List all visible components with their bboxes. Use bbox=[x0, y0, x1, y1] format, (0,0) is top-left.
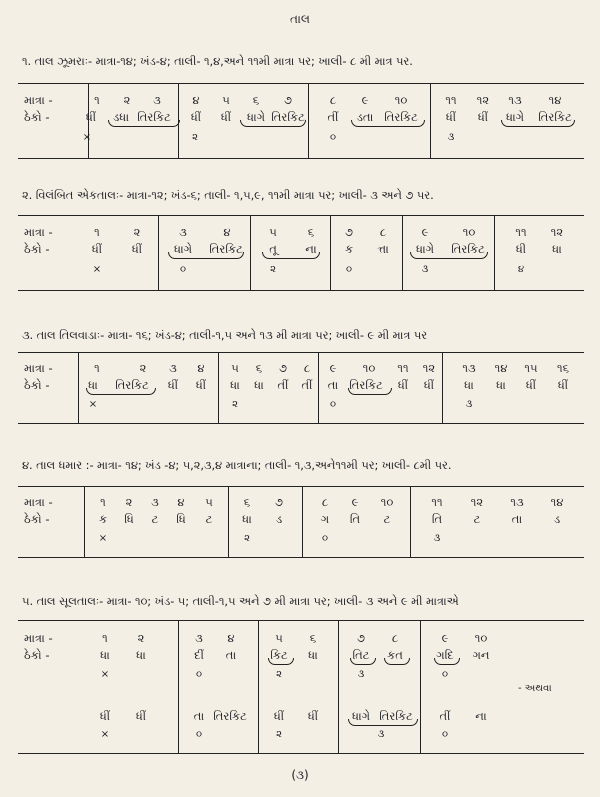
matra-cell: ૪ bbox=[197, 361, 205, 375]
theko-cell: ટ bbox=[473, 512, 481, 526]
theko-cell: ધિ bbox=[176, 512, 186, 526]
matra-cell: ૩ bbox=[179, 225, 187, 239]
theko-cell: ત્તા bbox=[377, 242, 389, 256]
matra-cell: ૬ bbox=[307, 225, 315, 239]
matra-cell: ૧૪ bbox=[494, 361, 508, 375]
theko-cell: દીં bbox=[194, 648, 204, 662]
theko-cell: ધા bbox=[308, 648, 318, 662]
matra-cell: ૯ bbox=[329, 361, 337, 375]
theko-cell: ગ bbox=[320, 512, 330, 526]
matra-cell: ૬ bbox=[255, 361, 263, 375]
theko-cell: ના bbox=[305, 242, 317, 256]
tali-mark: ૩ bbox=[377, 729, 385, 740]
matra-cell: ૧૧ bbox=[445, 93, 457, 107]
slur-curve bbox=[348, 388, 392, 395]
theko-cell: તિરકિટ bbox=[451, 242, 485, 256]
theko-cell: તિરકિટ bbox=[384, 110, 418, 124]
theko-cell: ધા bbox=[100, 648, 110, 662]
matra-cell: ૧ bbox=[94, 225, 100, 239]
tali-mark: ૪ bbox=[517, 264, 525, 275]
matra-cell: ૪ bbox=[227, 631, 235, 645]
theko-cell: ધીં bbox=[477, 110, 489, 124]
matra-cell: ૭ bbox=[357, 631, 365, 645]
theko-cell: કિટ bbox=[270, 648, 288, 662]
matra-cell: ૧૧ bbox=[431, 495, 443, 509]
theko-label: ઠેકો - bbox=[24, 378, 50, 392]
theko-cell: ધા bbox=[496, 378, 506, 392]
tali-mark: ૩ bbox=[433, 533, 441, 544]
theko-cell: ધીં bbox=[445, 110, 457, 124]
theko-cell: ટ bbox=[205, 512, 213, 526]
matra-cell: ૬ bbox=[243, 495, 251, 509]
theko-cell: ક bbox=[344, 242, 354, 256]
slur-curve bbox=[348, 719, 418, 726]
tali-mark: ૩ bbox=[421, 264, 429, 275]
matra-cell: ૪ bbox=[192, 93, 200, 107]
tali-mark: × bbox=[100, 669, 110, 680]
theko-cell: ધાગે bbox=[505, 110, 525, 124]
matra-cell: ૫ bbox=[205, 495, 213, 509]
slur-curve bbox=[384, 658, 410, 665]
matra-label: માત્રા - bbox=[24, 631, 53, 645]
matra-cell: ૪ bbox=[223, 225, 231, 239]
matra-cell: ૧૧ bbox=[397, 361, 409, 375]
matra-cell: ૧૦ bbox=[394, 93, 408, 107]
section-3-table bbox=[18, 352, 584, 424]
theko-cell: ટ bbox=[151, 512, 159, 526]
theko-cell: ધીં bbox=[397, 378, 409, 392]
theko-cell: તિરકિટ bbox=[137, 110, 171, 124]
alt-theko-cell: ના bbox=[475, 709, 487, 723]
alt-theko-cell: ધીં bbox=[307, 709, 319, 723]
theko-cell: ધા bbox=[88, 378, 98, 392]
matra-cell: ૧ bbox=[100, 495, 106, 509]
matra-cell: ૧ bbox=[94, 361, 100, 375]
alt-theko-cell: તિરકિટ bbox=[379, 709, 413, 723]
tali-mark: × bbox=[92, 264, 102, 275]
theko-cell: તિરકિટ bbox=[209, 242, 243, 256]
slur-curve bbox=[268, 658, 294, 665]
matra-cell: ૧૨ bbox=[476, 93, 490, 107]
theko-cell: ધીં bbox=[91, 242, 103, 256]
matra-cell: ૫ bbox=[275, 631, 283, 645]
matra-cell: ૩ bbox=[169, 361, 177, 375]
theko-cell: ગન bbox=[472, 648, 490, 662]
matra-cell: ૪ bbox=[177, 495, 185, 509]
theko-cell: તા bbox=[511, 512, 523, 526]
tali-mark: × bbox=[82, 132, 92, 143]
section-4-table bbox=[18, 486, 584, 558]
khali-mark: ૦ bbox=[345, 264, 353, 275]
section-2-table bbox=[18, 215, 584, 291]
tali-mark: × bbox=[100, 729, 110, 740]
page-title: તાલ bbox=[290, 12, 310, 26]
theko-cell: ધીં bbox=[557, 378, 569, 392]
theko-cell: ધીં bbox=[190, 110, 202, 124]
theko-label: ઠેકો - bbox=[24, 512, 50, 526]
alt-theko-cell: તીં bbox=[439, 709, 451, 723]
matra-cell: ૫ bbox=[269, 225, 277, 239]
theko-cell: ધીં bbox=[525, 378, 537, 392]
matra-cell: ૩ bbox=[151, 495, 159, 509]
theko-cell: ધાગે bbox=[415, 242, 435, 256]
matra-cell: ૧૨ bbox=[550, 225, 564, 239]
tali-mark: ૩ bbox=[447, 132, 455, 143]
matra-cell: ૧૦ bbox=[474, 631, 488, 645]
matra-cell: ૧૩ bbox=[508, 93, 522, 107]
theko-cell: ડ bbox=[553, 512, 561, 526]
khali-mark: ૦ bbox=[441, 669, 449, 680]
tali-mark: × bbox=[98, 533, 108, 544]
matra-cell: ૮ bbox=[379, 225, 387, 239]
khali-mark: ૦ bbox=[329, 399, 337, 410]
matra-cell: ૧ bbox=[102, 631, 108, 645]
theko-cell: ધીં bbox=[131, 242, 143, 256]
matra-cell: ૧૬ bbox=[556, 361, 570, 375]
theko-cell: ધા bbox=[230, 378, 240, 392]
theko-cell: તીં bbox=[277, 378, 289, 392]
matra-cell: ૨ bbox=[137, 631, 145, 645]
matra-cell: ૭ bbox=[275, 495, 283, 509]
section-2-heading: ૨. વિલંબિત એકતાલઃ- માત્રા-૧૨; ખંડ-૬; તાલી- ૧,૫,૯, ૧૧મી માત્રા પર; ખાલી- ૩ અને ૭ પર. bbox=[22, 188, 434, 202]
theko-cell: તિ bbox=[431, 512, 443, 526]
matra-cell: ૮ bbox=[391, 631, 399, 645]
theko-cell: ધા bbox=[136, 648, 146, 662]
theko-cell: તિરકિટ bbox=[538, 110, 572, 124]
alt-theko-cell: તા bbox=[193, 709, 205, 723]
theko-cell: ધા bbox=[242, 512, 252, 526]
section-3-heading: ૩. તાલ તિલવાડાઃ- માત્રા- ૧૬; ખંડ-૪; તાલી-૧,૫ અને ૧૩ મી માત્રા પર; ખાલી- ૯ મી માત્ર પર bbox=[22, 328, 428, 342]
section-5-table bbox=[18, 620, 584, 754]
slur-curve bbox=[350, 658, 376, 665]
page-number: (૩) bbox=[291, 768, 309, 782]
theko-cell: કત bbox=[387, 648, 403, 662]
matra-cell: ૩ bbox=[195, 631, 203, 645]
khali-mark: ૦ bbox=[195, 729, 203, 740]
khali-mark: ૦ bbox=[321, 533, 329, 544]
slur-curve bbox=[168, 252, 244, 259]
khali-mark: ૦ bbox=[441, 729, 449, 740]
slur-curve bbox=[240, 120, 306, 127]
theko-cell: તા bbox=[225, 648, 237, 662]
matra-cell: ૧૧ bbox=[515, 225, 527, 239]
matra-cell: ૭ bbox=[284, 93, 292, 107]
theko-cell: તીં bbox=[301, 378, 313, 392]
slur-curve bbox=[262, 252, 320, 259]
theko-cell: ધિ bbox=[124, 512, 134, 526]
tali-mark: ૨ bbox=[232, 399, 238, 410]
tali-mark: ૩ bbox=[357, 669, 365, 680]
matra-cell: ૧૩ bbox=[510, 495, 524, 509]
section-4-heading: ૪. તાલ ધમાર :- માત્રા- ૧૪; ખંડ -૪; ૫,૨,૩,૪ માત્રાના; તાલી- ૧,૩,અને૧૧મી પર; ખાલી- ૮મી પર. bbox=[22, 458, 452, 472]
theko-cell: ધા bbox=[254, 378, 264, 392]
matra-cell: ૨ bbox=[125, 495, 133, 509]
matra-cell: ૯ bbox=[441, 631, 449, 645]
theko-cell: તિ bbox=[349, 512, 361, 526]
matra-cell: ૧૦ bbox=[462, 225, 476, 239]
section-5-heading: ૫. તાલ સૂલતાલઃ- માત્રા- ૧૦; ખંડ- ૫; તાલી-૧,૫ અને ૭ મી માત્રા પર; ખાલી- ૩ અને ૯ મી માત્રાએ bbox=[22, 594, 459, 608]
matra-cell: ૮ bbox=[303, 361, 311, 375]
khali-mark: ૦ bbox=[195, 669, 203, 680]
slur-curve bbox=[501, 120, 575, 127]
khali-mark: ૦ bbox=[179, 264, 187, 275]
tali-mark: ૨ bbox=[192, 132, 198, 143]
theko-cell: ધી bbox=[515, 242, 527, 256]
section-1-heading: ૧. તાલ ઝૂમરાઃ- માત્રા-૧૪; ખંડ-૪; તાલી- ૧,૪,અને ૧૧મી માત્રા પર; ખાલી- ૮ મી માત્ર પર. bbox=[22, 54, 413, 68]
matra-cell: ૧૪ bbox=[550, 495, 564, 509]
matra-cell: ૧૨ bbox=[470, 495, 484, 509]
theko-cell: તા bbox=[327, 378, 339, 392]
slur-curve bbox=[434, 658, 460, 665]
matra-cell: ૯ bbox=[351, 495, 359, 509]
tali-mark: ૨ bbox=[270, 264, 276, 275]
matra-label: માત્રા - bbox=[24, 495, 53, 509]
alt-theko-cell: ધાગે bbox=[351, 709, 371, 723]
matra-cell: ૧૨ bbox=[422, 361, 436, 375]
theko-cell: તીં bbox=[327, 110, 339, 124]
matra-cell: ૮ bbox=[321, 495, 329, 509]
tali-mark: ૩ bbox=[465, 399, 473, 410]
matra-cell: ૫ bbox=[231, 361, 239, 375]
theko-cell: ડ bbox=[275, 512, 283, 526]
theko-cell: ગદિ bbox=[436, 648, 454, 662]
alt-theko-cell: ધીં bbox=[135, 709, 147, 723]
theko-label: ઠેકો - bbox=[24, 110, 50, 124]
alt-theko-cell: તિરકિટ bbox=[213, 709, 247, 723]
theko-cell: ક bbox=[98, 512, 108, 526]
theko-cell: ડતા bbox=[356, 110, 374, 124]
theko-cell: ટ bbox=[383, 512, 391, 526]
theko-cell: તિટ bbox=[352, 648, 370, 662]
matra-cell: ૫ bbox=[222, 93, 230, 107]
slur-curve bbox=[108, 120, 180, 127]
matra-cell: ૨ bbox=[133, 225, 141, 239]
tali-mark: × bbox=[88, 399, 98, 410]
theko-cell: ધીં bbox=[167, 378, 179, 392]
section-1-table bbox=[18, 83, 584, 159]
matra-label: માત્રા - bbox=[24, 225, 53, 239]
theko-cell: ધાગે bbox=[173, 242, 193, 256]
slur-curve bbox=[86, 388, 156, 395]
theko-cell: ધા bbox=[552, 242, 562, 256]
alt-theko-cell: ધીં bbox=[99, 709, 111, 723]
matra-cell: ૩ bbox=[153, 93, 161, 107]
theko-cell: તિરકિટ bbox=[271, 110, 305, 124]
slur-curve bbox=[351, 120, 425, 127]
slur-curve bbox=[410, 252, 488, 259]
matra-cell: ૧૩ bbox=[462, 361, 476, 375]
khali-mark: ૦ bbox=[329, 132, 337, 143]
matra-cell: ૧૫ bbox=[524, 361, 538, 375]
theko-cell: તૂ bbox=[269, 242, 277, 256]
matra-cell: ૭ bbox=[345, 225, 353, 239]
matra-cell: ૧૪ bbox=[548, 93, 562, 107]
theko-cell: ધીં bbox=[195, 378, 207, 392]
tali-mark: ૨ bbox=[244, 533, 250, 544]
matra-cell: ૬ bbox=[309, 631, 317, 645]
tali-mark: ૨ bbox=[276, 729, 282, 740]
theko-cell: ધીં bbox=[423, 378, 435, 392]
alt-theko-cell: ધીં bbox=[273, 709, 285, 723]
theko-cell: તિરકિટ bbox=[115, 378, 149, 392]
matra-label: માત્રા - bbox=[24, 93, 53, 107]
theko-label: ઠેકો - bbox=[24, 242, 50, 256]
matra-cell: ૯ bbox=[361, 93, 369, 107]
matra-cell: ૧ bbox=[94, 93, 100, 107]
matra-cell: ૮ bbox=[329, 93, 337, 107]
theko-cell: ડધા bbox=[112, 110, 130, 124]
tali-mark: ૨ bbox=[276, 669, 282, 680]
matra-cell: ૨ bbox=[123, 93, 131, 107]
alternative-label: - અથવા bbox=[518, 683, 552, 694]
matra-label: માત્રા - bbox=[24, 361, 53, 375]
theko-label: ઠેકો - bbox=[24, 648, 50, 662]
matra-cell: ૭ bbox=[279, 361, 287, 375]
matra-cell: ૧૦ bbox=[380, 495, 394, 509]
theko-cell: ધીં bbox=[220, 110, 232, 124]
theko-cell: ધીં bbox=[85, 110, 97, 124]
theko-cell: ધા bbox=[464, 378, 474, 392]
theko-cell: ધાગે bbox=[246, 110, 266, 124]
theko-cell: તિરકિટ bbox=[349, 378, 383, 392]
matra-cell: ૨ bbox=[139, 361, 147, 375]
matra-cell: ૯ bbox=[421, 225, 429, 239]
matra-cell: ૧૦ bbox=[362, 361, 376, 375]
matra-cell: ૬ bbox=[252, 93, 260, 107]
